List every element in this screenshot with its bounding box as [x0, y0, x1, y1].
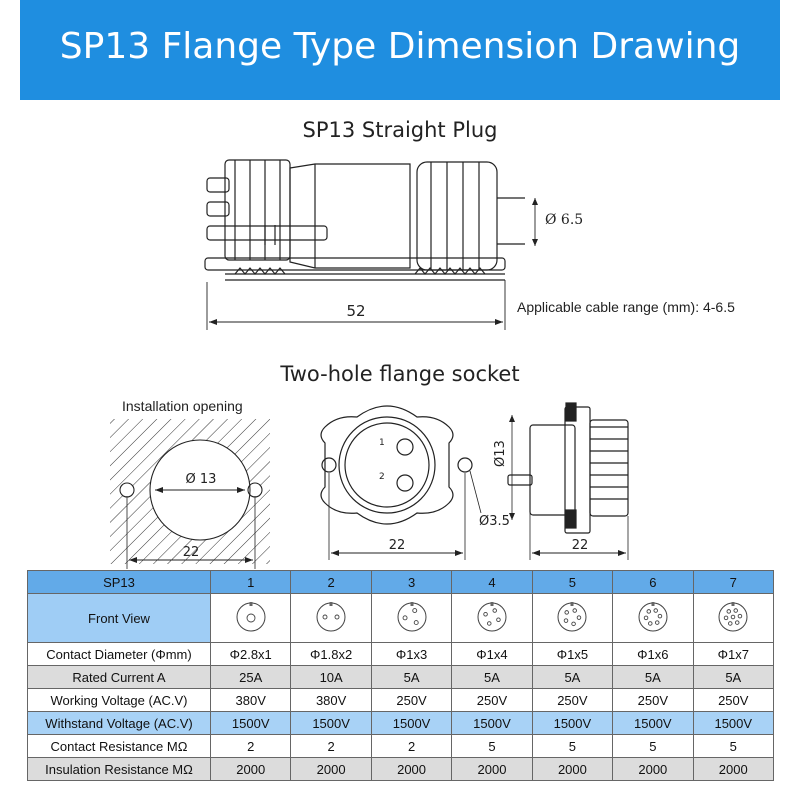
table-cell: 2000: [693, 758, 773, 781]
contact-pin: [729, 621, 733, 625]
contact-pin: [647, 609, 651, 613]
front-view-row: [28, 594, 774, 643]
table-row: [28, 643, 774, 666]
connector-outline: [478, 603, 506, 631]
table-cell: 5A: [532, 666, 612, 689]
table-cell: 5A: [452, 666, 532, 689]
table-cell: Φ1x4: [452, 643, 532, 666]
table-cell: Φ1x3: [371, 643, 451, 666]
table-cell: 25A: [211, 666, 291, 689]
pin-2-label: 2: [379, 472, 385, 482]
front-view-cell: [371, 594, 451, 643]
row-label: Withstand Voltage (AC.V): [28, 712, 211, 735]
table-cell: 250V: [371, 689, 451, 712]
page-title: SP13 Flange Type Dimension Drawing: [59, 26, 741, 67]
table-row: [28, 689, 774, 712]
table-cell: 250V: [693, 689, 773, 712]
contact-pin: [487, 621, 491, 625]
installation-opening-label: Installation opening: [122, 398, 243, 414]
table-header-cell: 4: [452, 571, 532, 594]
contact-pin: [247, 614, 255, 622]
table-row: [28, 758, 774, 781]
table-header-cell: 6: [613, 571, 693, 594]
table-cell: 1500V: [452, 712, 532, 735]
table-cell: 1500V: [613, 712, 693, 735]
table-cell: 1500V: [693, 712, 773, 735]
side-width-label: 22: [571, 538, 589, 553]
plug-heading: SP13 Straight Plug: [302, 118, 498, 142]
table-cell: Φ1.8x2: [291, 643, 371, 666]
title-banner: [20, 0, 780, 100]
front-view-icon: [475, 600, 509, 634]
contact-pin: [734, 608, 738, 612]
table-cell: 5: [693, 735, 773, 758]
table-cell: 5A: [693, 666, 773, 689]
front-view-icon: [636, 600, 670, 634]
contact-pin: [565, 618, 569, 622]
table-cell: 250V: [613, 689, 693, 712]
front-view-cell: [693, 594, 773, 643]
contact-pin: [497, 617, 501, 621]
connector-outline: [237, 603, 265, 631]
front-view-cell: [452, 594, 532, 643]
table-cell: 2000: [291, 758, 371, 781]
table-cell: Φ1x6: [613, 643, 693, 666]
contact-pin: [412, 608, 416, 612]
key-notch: [651, 602, 654, 606]
front-view-cell: [291, 594, 371, 643]
table-cell: 1500V: [291, 712, 371, 735]
table-cell: 5: [532, 735, 612, 758]
pin-1-label: 1: [379, 438, 385, 448]
row-label: Insulation Resistance MΩ: [28, 758, 211, 781]
installation-opening-drawing: [105, 414, 280, 574]
key-notch: [571, 602, 574, 606]
front-view-cell: [532, 594, 612, 643]
plug-length-dimension: 52: [346, 302, 366, 320]
table-cell: 5: [613, 735, 693, 758]
cable-range-note: Applicable cable range (mm): 4-6.5: [517, 299, 735, 315]
table-cell: 2: [291, 735, 371, 758]
contact-pin: [572, 622, 576, 626]
key-notch: [249, 602, 252, 606]
table-cell: 5A: [371, 666, 451, 689]
flange-socket-drawing: [305, 395, 520, 565]
table-cell: 250V: [532, 689, 612, 712]
table-row: [28, 712, 774, 735]
contact-pin: [573, 608, 577, 612]
contact-pin: [403, 615, 407, 619]
hole-diameter-label: Ø3.5: [479, 514, 510, 529]
contact-pin: [727, 609, 731, 613]
table-cell: 2000: [452, 758, 532, 781]
straight-plug-drawing: [195, 150, 525, 335]
table-cell: Φ2.8x1: [211, 643, 291, 666]
contact-pin: [736, 620, 740, 624]
table-cell: 2000: [532, 758, 612, 781]
connector-outline: [398, 603, 426, 631]
table-cell: Φ1x5: [532, 643, 612, 666]
contact-pin: [335, 615, 339, 619]
contact-pin: [655, 620, 659, 624]
connector-outline: [719, 603, 747, 631]
contact-pin: [323, 615, 327, 619]
table-cell: 2000: [211, 758, 291, 781]
contact-pin: [731, 615, 735, 619]
contact-pin: [738, 614, 742, 618]
table-cell: 2: [211, 735, 291, 758]
contact-pin: [484, 612, 488, 616]
socket-side-view-drawing: [490, 395, 640, 565]
key-notch: [490, 602, 493, 606]
table-cell: 1500V: [532, 712, 612, 735]
connector-outline: [639, 603, 667, 631]
row-label: Rated Current A: [28, 666, 211, 689]
front-view-icon: [314, 600, 348, 634]
contact-pin: [493, 608, 497, 612]
socket-heading: Two-hole flange socket: [280, 362, 520, 386]
table-cell: 10A: [291, 666, 371, 689]
row-label: Working Voltage (AC.V): [28, 689, 211, 712]
front-view-label: Front View: [28, 594, 211, 643]
table-cell: 380V: [211, 689, 291, 712]
table-header-cell: 2: [291, 571, 371, 594]
opening-width-label: 22: [182, 545, 200, 560]
opening-diameter-label: Ø 13: [185, 472, 217, 487]
front-view-icon: [716, 600, 750, 634]
flange-width-label: 22: [388, 538, 406, 553]
table-row: [28, 735, 774, 758]
table-cell: 5: [452, 735, 532, 758]
front-view-cell: [211, 594, 291, 643]
table-cell: 2000: [613, 758, 693, 781]
front-view-icon: [395, 600, 429, 634]
key-notch: [410, 602, 413, 606]
contact-pin: [578, 615, 582, 619]
connector-outline: [317, 603, 345, 631]
table-header-cell: 5: [532, 571, 612, 594]
table-header-cell: 7: [693, 571, 773, 594]
plug-diameter-dimension: Ø 6.5: [545, 212, 584, 228]
table-header-cell: 1: [211, 571, 291, 594]
table-cell: 5A: [613, 666, 693, 689]
side-diameter-label: Ø13: [493, 440, 508, 467]
front-view-icon: [234, 600, 268, 634]
row-label: Contact Resistance MΩ: [28, 735, 211, 758]
table-cell: 2: [371, 735, 451, 758]
table-cell: 1500V: [371, 712, 451, 735]
table-header-cell: SP13: [28, 571, 211, 594]
contact-pin: [644, 616, 648, 620]
contact-pin: [648, 621, 652, 625]
contact-pin: [725, 616, 729, 620]
table-cell: 250V: [452, 689, 532, 712]
table-cell: Φ1x7: [693, 643, 773, 666]
front-view-icon: [555, 600, 589, 634]
key-notch: [330, 602, 333, 606]
spec-rows: [28, 643, 774, 781]
table-row: [28, 666, 774, 689]
row-label: Contact Diameter (Φmm): [28, 643, 211, 666]
connector-outline: [558, 603, 586, 631]
table-cell: 1500V: [211, 712, 291, 735]
table-header-row: [28, 571, 774, 594]
contact-pin: [654, 608, 658, 612]
contact-pin: [414, 620, 418, 624]
contact-pin: [565, 610, 569, 614]
plug-diameter-arrow: [528, 196, 542, 248]
table-header-cell: 3: [371, 571, 451, 594]
key-notch: [732, 602, 735, 606]
contact-pin: [658, 614, 662, 618]
spec-table: [27, 570, 774, 781]
front-view-cell: [613, 594, 693, 643]
table-cell: 380V: [291, 689, 371, 712]
table-cell: 2000: [371, 758, 451, 781]
